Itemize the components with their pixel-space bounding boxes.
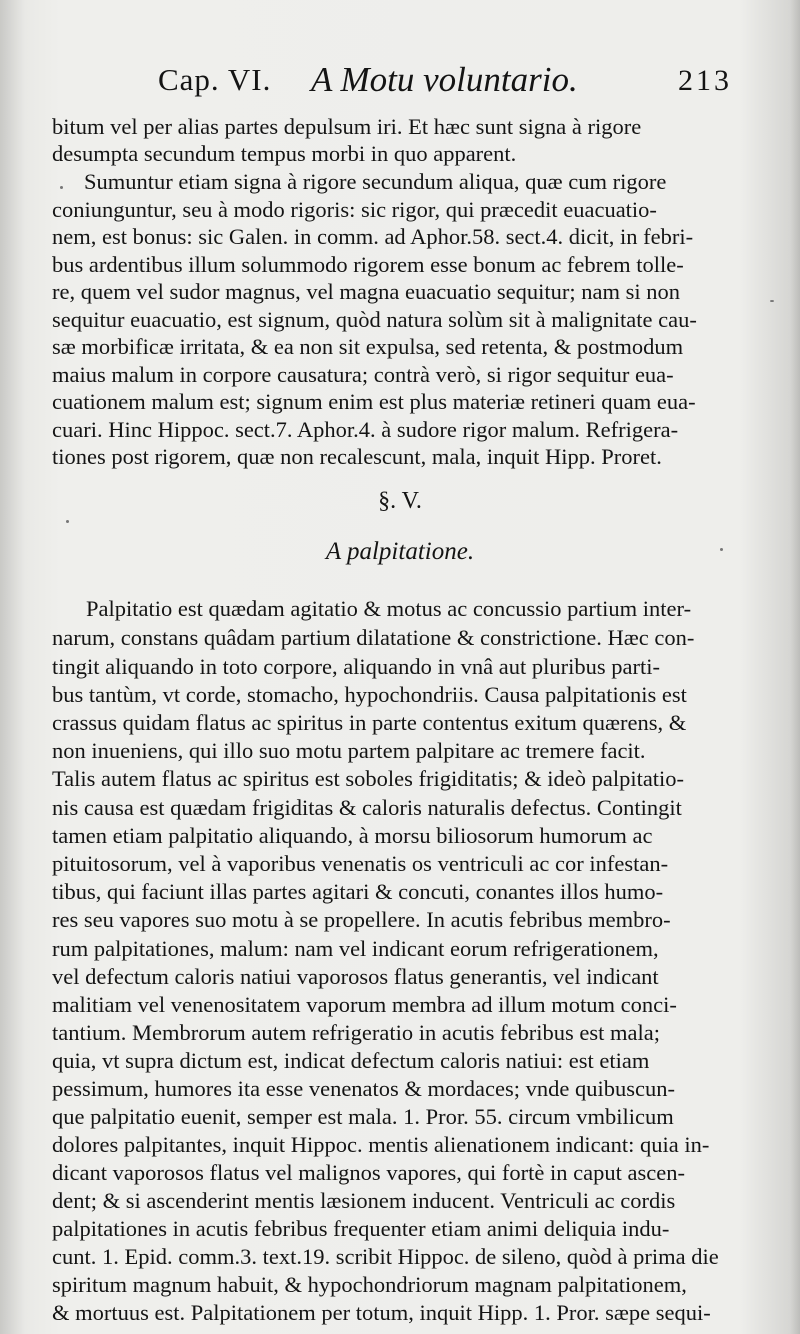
text-line: pessimum, humores ita esse venenatos & mordaces; vnde quibuscun- (52, 1076, 675, 1101)
text-line: re, quem vel sudor magnus, vel magna euacuatio sequitur; nam si non (52, 279, 680, 304)
text-line: cuationem malum est; signum enim est plus materiæ retineri quam eua- (52, 389, 696, 414)
chapter-title: A Motu voluntario. (311, 60, 578, 99)
section-title: A palpitatione. (325, 538, 475, 565)
ink-speck (60, 186, 63, 189)
text-line: pituitosorum, vel à vaporibus venenatis os ventriculi ac cor infestan- (52, 851, 669, 876)
text-line: res seu vapores suo motu à se propellere. In acutis febribus membro- (52, 907, 671, 932)
text-line: & mortuus est. Palpitationem per totum, inquit Hipp. 1. Pror. sæpe sequi- (52, 1300, 711, 1325)
text-line: Palpitatio est quædam agitatio & motus ac concussio partium inter- (86, 596, 692, 621)
text-line: palpitationes in acutis febribus frequenter etiam animi deliquia indu- (52, 1216, 670, 1241)
text-line: coniunguntur, seu à modo rigoris: sic rigor, qui præcedit euacuatio- (52, 197, 657, 222)
text-line: cunt. 1. Epid. comm.3. text.19. scribit Hippoc. de sileno, quòd à prima die (52, 1244, 719, 1269)
text-line: desumpta secundum tempus morbi in quo apparent. (52, 141, 517, 166)
text-line: quia, vt supra dictum est, indicat defectum caloris natiui: est etiam (52, 1048, 650, 1073)
running-header (158, 56, 768, 102)
text-line: Talis autem flatus ac spiritus est soboles frigiditatis; & ideò palpitatio- (52, 766, 685, 791)
section-number: §. V. (378, 488, 422, 514)
text-line: maius malum in corpore causatura; contrà verò, si rigor sequitur eua- (52, 362, 674, 387)
chapter-label: Cap. VI. (158, 62, 272, 97)
text-line: narum, constans quâdam partium dilatatione & constrictione. Hæc con- (52, 625, 695, 650)
ink-speck (66, 520, 69, 523)
text-line: spiritum magnum habuit, & hypochondriorum magnam palpitationem, (52, 1272, 687, 1297)
text-line: bus tantùm, vt corde, stomacho, hypochondriis. Causa palpitationis est (52, 682, 687, 707)
text-line: bus ardentibus illum solummodo rigorem esse bonum ac febrem tolle- (52, 252, 684, 277)
page-number: 213 (678, 64, 732, 97)
text-line: sæ morbificæ irritata, & ea non sit expulsa, sed retenta, & postmodum (52, 334, 684, 359)
text-line: Sumuntur etiam signa à rigore secundum aliqua, quæ cum rigore (84, 169, 667, 194)
text-line: dent; & si ascenderint mentis læsionem inducent. Ventriculi ac cordis (52, 1188, 676, 1213)
text-line: rum palpitationes, malum: nam vel indicant eorum refrigerationem, (52, 936, 659, 961)
text-line: tamen etiam palpitatio aliquando, à morsu biliosorum humorum ac (52, 823, 653, 848)
text-line: nem, est bonus: sic Galen. in comm. ad Aphor.58. sect.4. dicit, in febri- (52, 224, 694, 249)
ink-speck (720, 548, 723, 551)
text-line: que palpitatio euenit, semper est mala. 1. Pror. 55. circum vmbilicum (52, 1104, 674, 1129)
text-line: malitiam vel venenositatem vaporum membra ad illum motum conci- (52, 992, 677, 1017)
text-line: sequitur euacuatio, est signum, quòd natura solùm sit à malignitate cau- (52, 307, 697, 332)
text-line: dicant vaporosos flatus vel malignos vapores, qui fortè in caput ascen- (52, 1160, 685, 1185)
text-line: bitum vel per alias partes depulsum iri. Et hæc sunt signa à rigore (52, 114, 642, 139)
text-line: dolores palpitantes, inquit Hippoc. mentis alienationem indicant: quia in- (52, 1132, 710, 1157)
text-line: crassus quidam flatus ac spiritus in parte contentus exitum quærens, & (52, 710, 687, 735)
text-line: tingit aliquando in toto corpore, aliquando in vnâ aut pluribus parti- (52, 654, 660, 679)
text-line: non inueniens, qui illo suo motu partem palpitare ac tremere facit. (52, 738, 646, 763)
text-line: vel defectum caloris natiui vaporosos flatus generantis, vel indicant (52, 964, 659, 989)
text-line: tibus, qui faciunt illas partes agitari & concuti, conantes illos humo- (52, 879, 664, 904)
text-line: nis causa est quædam frigiditas & caloris naturalis defectus. Contingit (52, 795, 682, 820)
text-line: tiones post rigorem, quæ non recalescunt, mala, inquit Hipp. Proret. (52, 444, 662, 469)
ink-speck (770, 300, 774, 302)
text-line: cuari. Hinc Hippoc. sect.7. Aphor.4. à sudore rigor malum. Refrigera- (52, 417, 679, 442)
text-line: tantium. Membrorum autem refrigeratio in acutis febribus est mala; (52, 1020, 660, 1045)
